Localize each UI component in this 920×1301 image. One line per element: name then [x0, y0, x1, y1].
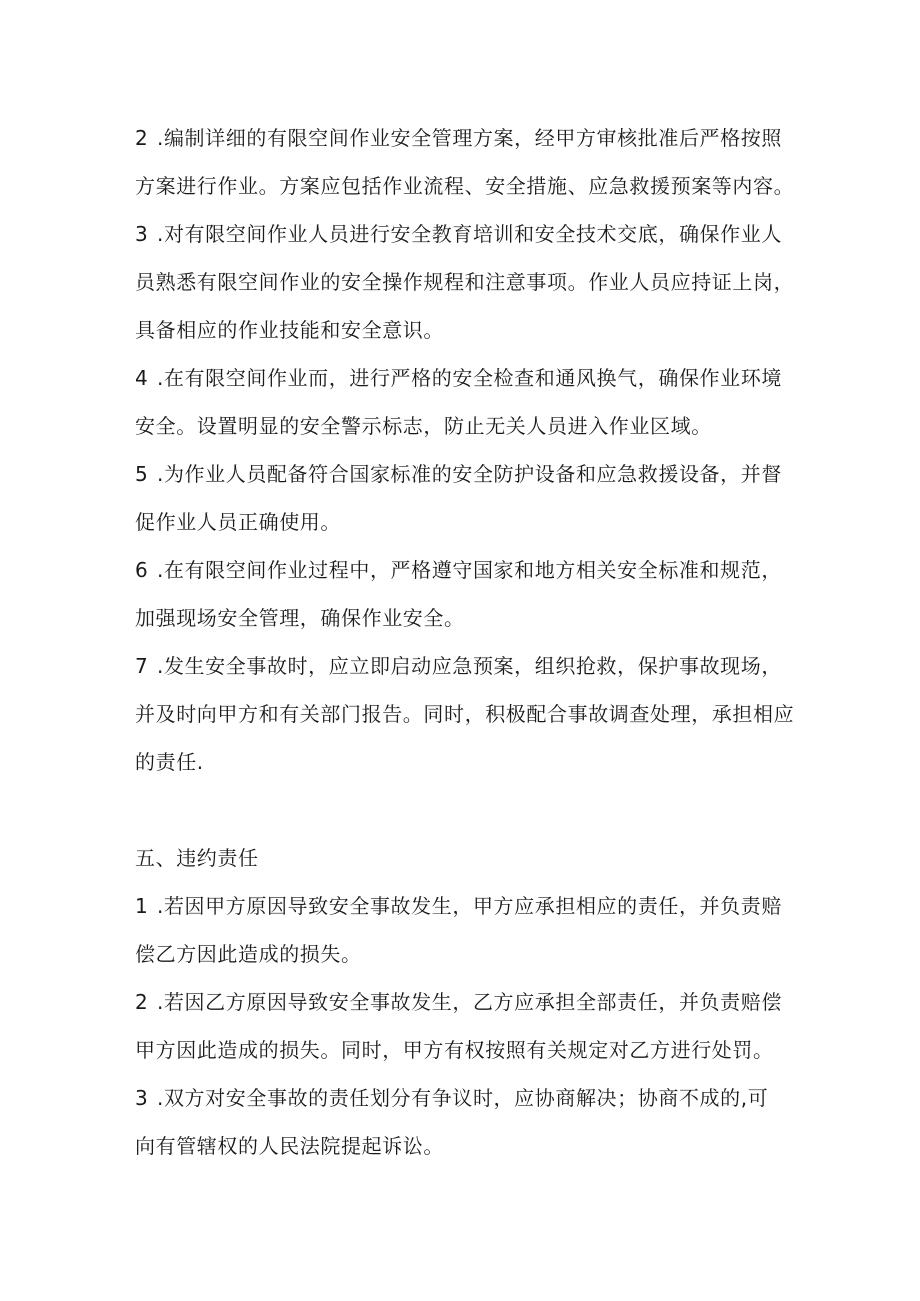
clause-text: 方案进行作业。方案应包括作业流程、安全措施、应急救援预案等内容。: [135, 174, 795, 198]
clause-line: [135, 942, 362, 966]
clause-text: 并及时向甲方和有关部门报告。同时，积极配合事故调查处理，承担相应: [135, 702, 795, 726]
clause-line: [135, 990, 782, 1014]
clause-line: [135, 126, 782, 150]
clause-number: 4: [135, 366, 149, 390]
clause-text: .编制详细的有限空间作业安全管理方案，经甲方审核批准后严格按照: [157, 126, 782, 150]
clause-text: .在有限空间作业而，进行严格的安全检查和通风换气，确保作业环境: [157, 366, 782, 390]
clause-number: 2: [135, 990, 149, 1014]
clause-text: 具备相应的作业技能和安全意识。: [135, 318, 444, 342]
clause-text: 偿乙方因此造成的损失。: [135, 942, 362, 966]
clause-text: 促作业人员正确使用。: [135, 510, 341, 534]
clause-number: 3: [135, 1086, 149, 1110]
clause-line: [135, 222, 782, 246]
clause-text: 甲方因此造成的损失。同时，甲方有权按照有关规定对乙方进行处罚。: [135, 1038, 774, 1062]
clause-line: [135, 414, 712, 438]
clause-line: [135, 1134, 444, 1158]
clause-number: 1: [135, 894, 149, 918]
clause-text: .若因乙方原因导致安全事故发生，乙方应承担全部责任，并负责赔偿: [157, 990, 782, 1014]
clause-line: [135, 366, 782, 390]
clause-line: [135, 606, 465, 630]
clause-text: .双方对安全事故的责任划分有争议时，应协商解决；协商不成的,可: [157, 1086, 769, 1110]
clause-line: [135, 1086, 768, 1110]
clause-text: 员熟悉有限空间作业的安全操作规程和注意事项。作业人员应持证上岗，: [135, 270, 795, 294]
clause-line: [135, 510, 341, 534]
clause-text: .发生安全事故时，应立即启动应急预案，组织抢救，保护事故现场，: [157, 654, 782, 678]
clause-line: [135, 894, 782, 918]
clause-text: 的责任.: [135, 750, 204, 774]
clause-line: [135, 558, 782, 582]
clause-text: .在有限空间作业过程中，严格遵守国家和地方相关安全标准和规范，: [157, 558, 782, 582]
clause-line: [135, 318, 444, 342]
section-heading: [135, 846, 259, 870]
clause-text: 安全。设置明显的安全警示标志，防止无关人员进入作业区域。: [135, 414, 712, 438]
clause-line: [135, 750, 204, 774]
clause-line: [135, 1038, 774, 1062]
clause-number: 6: [135, 558, 149, 582]
clause-number: 5: [135, 462, 149, 486]
clause-line: [135, 462, 782, 486]
clause-text: .若因甲方原因导致安全事故发生，甲方应承担相应的责任，并负责赔: [157, 894, 782, 918]
clause-line: [135, 270, 794, 294]
clause-text: .为作业人员配备符合国家标准的安全防护设备和应急救援设备，并督: [157, 462, 782, 486]
clause-text: 加强现场安全管理，确保作业安全。: [135, 606, 465, 630]
clause-line: [135, 702, 794, 726]
clause-number: 7: [135, 654, 149, 678]
clause-text: 向有管辖权的人民法院提起诉讼。: [135, 1134, 444, 1158]
clause-text: .对有限空间作业人员进行安全教育培训和安全技术交底，确保作业人: [157, 222, 782, 246]
section-heading-text: 五、违约责任: [135, 846, 259, 870]
clause-line: [135, 654, 782, 678]
clause-number: 2: [135, 126, 149, 150]
clause-line: [135, 174, 794, 198]
clause-number: 3: [135, 222, 149, 246]
